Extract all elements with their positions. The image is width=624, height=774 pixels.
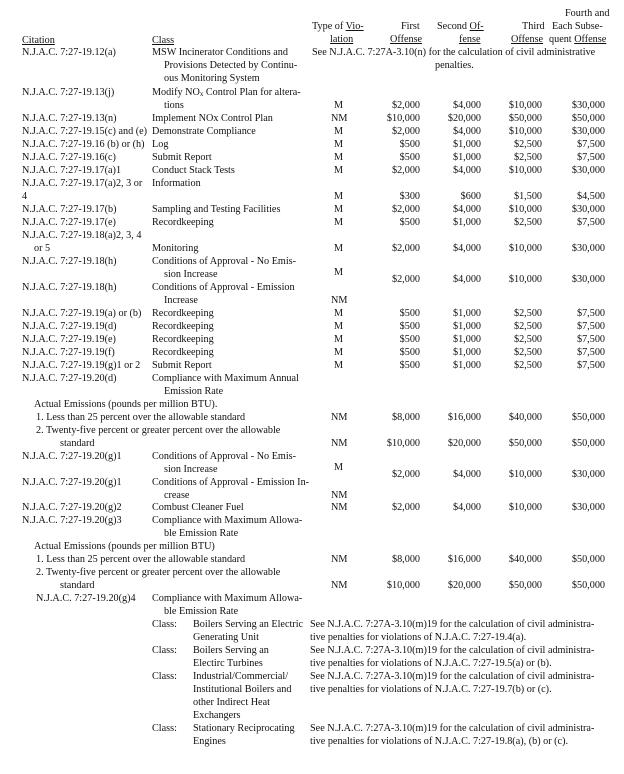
note-line: See N.J.A.C. 7:27A-3.10(m)19 for the calculation of civil administra- (310, 645, 595, 656)
first-offense: $10,000 (386, 580, 420, 591)
first-offense: $10,000 (386, 438, 420, 449)
third-offense: $2,500 (513, 347, 542, 358)
subclass-label: Class: (152, 645, 177, 656)
fourth-offense: $7,500 (576, 360, 605, 371)
header-second-line1: Second Of- (437, 21, 484, 32)
citation: N.J.A.C. 7:27-19.17(b) (22, 204, 117, 215)
fourth-offense: $30,000 (571, 204, 605, 215)
first-offense: $500 (399, 139, 420, 150)
note-line: penalties. (435, 60, 474, 71)
fourth-offense: $50,000 (571, 580, 605, 591)
violation-type: NM (331, 554, 348, 565)
second-offense: $16,000 (447, 412, 481, 423)
first-offense: $300 (399, 191, 420, 202)
fourth-offense: $4,500 (576, 191, 605, 202)
class: Submit Report (152, 360, 212, 371)
class-line: Conditions of Approval - No Emis- (152, 451, 297, 462)
citation: N.J.A.C. 7:27-19.19(g)1 or 2 (22, 360, 141, 371)
class: Conduct Stack Tests (152, 165, 235, 176)
violation-type: NM (331, 295, 348, 306)
first-offense: $2,000 (391, 100, 420, 111)
fourth-offense: $7,500 (576, 139, 605, 150)
class-line: ble Emission Rate (164, 528, 239, 539)
class: Sampling and Testing Facilities (152, 204, 281, 215)
first-offense: $2,000 (391, 469, 420, 480)
class: Implement NOx Control Plan (152, 113, 273, 124)
fourth-offense: $30,000 (571, 274, 605, 285)
item-label: 1. Less than 25 percent over the allowable standard (36, 412, 246, 423)
fourth-offense: $50,000 (571, 412, 605, 423)
class: Recordkeeping (152, 308, 214, 319)
header-type-line1: Type of Vio- (312, 21, 364, 32)
second-offense: $4,000 (452, 502, 481, 513)
subclass-name: Institutional Boilers and (193, 684, 292, 695)
class: Recordkeeping (152, 321, 214, 332)
violation-type: M (334, 126, 344, 137)
violation-type: M (334, 267, 344, 278)
note-line: tive penalties for violations of N.J.A.C. 7:27-19.8(a), (b) or (c). (310, 736, 569, 747)
citation: N.J.A.C. 7:27-19.13(j) (22, 87, 115, 98)
third-offense: $10,000 (508, 204, 542, 215)
subclass-name: Electirc Turbines (193, 658, 263, 669)
fourth-offense: $30,000 (571, 469, 605, 480)
note-line: See N.J.A.C. 7:27A-3.10(m)19 for the calculation of civil administra- (310, 671, 595, 682)
second-offense: $4,000 (452, 469, 481, 480)
header-third-line1: Third (522, 21, 545, 32)
item-label: 2. Twenty-five percent or greater percent over the allowable (36, 425, 281, 436)
citation: N.J.A.C. 7:27-19.19(a) or (b) (22, 308, 142, 319)
citation-line: N.J.A.C. 7:27-19.18(a)2, 3, 4 (22, 230, 142, 241)
subclass-name: Generating Unit (193, 632, 259, 643)
citation: N.J.A.C. 7:27-19.16 (b) or (h) (22, 139, 145, 150)
violation-type: NM (331, 412, 348, 423)
class: Submit Report (152, 152, 212, 163)
second-offense: $4,000 (452, 243, 481, 254)
first-offense: $500 (399, 347, 420, 358)
citation: N.J.A.C. 7:27-19.13(n) (22, 113, 117, 124)
first-offense: $500 (399, 321, 420, 332)
violation-type: NM (331, 580, 348, 591)
class-line: Compliance with Maximum Annual (152, 373, 299, 384)
note-line: See N.J.A.C. 7:27A-3.10(n) for the calculation of civil administrative (312, 47, 596, 58)
violation-type: M (334, 217, 344, 228)
note-line: See N.J.A.C. 7:27A-3.10(m)19 for the calculation of civil administra- (310, 619, 595, 630)
first-offense: $500 (399, 217, 420, 228)
fourth-offense: $7,500 (576, 308, 605, 319)
second-offense: $1,000 (452, 139, 481, 150)
class-line: tions (164, 100, 184, 111)
third-offense: $10,000 (508, 469, 542, 480)
class: Recordkeeping (152, 217, 214, 228)
header-type-line2: lation (330, 34, 354, 45)
fourth-offense: $7,500 (576, 321, 605, 332)
second-offense: $1,000 (452, 347, 481, 358)
header-third-line2: Offense (511, 34, 544, 45)
header-first-line2: Offense (390, 34, 423, 45)
citation: N.J.A.C. 7:27-19.19(f) (22, 347, 115, 358)
subclass-label: Class: (152, 671, 177, 682)
class-line: Increase (164, 295, 198, 306)
citation: N.J.A.C. 7:27-19.17(e) (22, 217, 116, 228)
citation: N.J.A.C. 7:27-19.12(a) (22, 47, 116, 58)
violation-type: M (334, 462, 344, 473)
citation: N.J.A.C. 7:27-19.19(e) (22, 334, 116, 345)
first-offense: $8,000 (391, 412, 420, 423)
subclass-name: Boilers Serving an Electric (193, 619, 304, 630)
class: Monitoring (152, 243, 199, 254)
class-line: crease (164, 490, 190, 501)
class: Recordkeeping (152, 347, 214, 358)
note-line: tive penalties for violations of N.J.A.C. 7:27-19.4(a). (310, 632, 527, 643)
violation-type: NM (331, 438, 348, 449)
second-offense: $4,000 (452, 126, 481, 137)
second-offense: $4,000 (452, 274, 481, 285)
note-line: See N.J.A.C. 7:27A-3.10(m)19 for the calculation of civil administra- (310, 723, 595, 734)
first-offense: $8,000 (391, 554, 420, 565)
subclass-label: Class: (152, 723, 177, 734)
violation-type: M (334, 334, 344, 345)
second-offense: $4,000 (452, 165, 481, 176)
class-line: Conditions of Approval - Emission In- (152, 477, 310, 488)
third-offense: $10,000 (508, 274, 542, 285)
header-fourth-line1: Each Subse- (552, 21, 603, 32)
third-offense: $10,000 (508, 502, 542, 513)
class-line: MSW Incinerator Conditions and (152, 47, 288, 58)
third-offense: $50,000 (508, 438, 542, 449)
second-offense: $4,000 (452, 100, 481, 111)
third-offense: $2,500 (513, 139, 542, 150)
second-offense: $1,000 (452, 308, 481, 319)
subclass-name: Engines (193, 736, 226, 747)
fourth-offense: $7,500 (576, 347, 605, 358)
class-line: Conditions of Approval - Emission (152, 282, 295, 293)
class-line: sion Increase (164, 464, 218, 475)
second-offense: $4,000 (452, 204, 481, 215)
second-offense: $16,000 (447, 554, 481, 565)
class-line: sion Increase (164, 269, 218, 280)
third-offense: $2,500 (513, 334, 542, 345)
third-offense: $10,000 (508, 126, 542, 137)
class-line: Modify $NO_x$ Control Plan for altera- (152, 87, 301, 98)
item-label: standard (60, 580, 95, 591)
citation: N.J.A.C. 7:27-19.18(h) (22, 282, 117, 293)
first-offense: $500 (399, 152, 420, 163)
class-line: Emission Rate (164, 386, 224, 397)
second-offense: $1,000 (452, 334, 481, 345)
violation-type: NM (331, 490, 348, 501)
first-offense: $2,000 (391, 204, 420, 215)
note-line: tive penalties for violations of N.J.A.C. 7:27-19.5(a) or (b). (310, 658, 552, 669)
second-offense: $1,000 (452, 152, 481, 163)
violation-type: M (334, 165, 344, 176)
item-label: 1. Less than 25 percent over the allowable standard (36, 554, 246, 565)
violation-type: M (334, 191, 344, 202)
citation: N.J.A.C. 7:27-19.17(a)1 (22, 165, 122, 176)
third-offense: $10,000 (508, 100, 542, 111)
third-offense: $2,500 (513, 152, 542, 163)
third-offense: $10,000 (508, 243, 542, 254)
fourth-offense: $30,000 (571, 100, 605, 111)
first-offense: $2,000 (391, 126, 420, 137)
citation: N.J.A.C. 7:27-19.20(g)4 (36, 593, 136, 604)
subclass-name: Exchangers (193, 710, 241, 721)
header-citation: Citation (22, 35, 55, 46)
fourth-offense: $50,000 (571, 554, 605, 565)
class-line: Compliance with Maximum Allowa- (152, 515, 303, 526)
third-offense: $1,500 (513, 191, 542, 202)
first-offense: $500 (399, 334, 420, 345)
first-offense: $500 (399, 308, 420, 319)
header-fourth-line0: Fourth and (565, 8, 610, 19)
first-offense: $2,000 (391, 502, 420, 513)
class-line: Provisions Detected by Continu- (164, 60, 298, 71)
fourth-offense: $50,000 (571, 113, 605, 124)
subclass-name: Boilers Serving an (193, 645, 269, 656)
citation-line: N.J.A.C. 7:27-19.17(a)2, 3 or (22, 178, 143, 189)
violation-type: M (334, 100, 344, 111)
violation-type: NM (331, 113, 348, 124)
fourth-offense: $7,500 (576, 217, 605, 228)
third-offense: $2,500 (513, 321, 542, 332)
violation-type: M (334, 347, 344, 358)
second-offense: $1,000 (452, 321, 481, 332)
fourth-offense: $7,500 (576, 152, 605, 163)
subclass-label: Class: (152, 619, 177, 630)
citation: N.J.A.C. 7:27-19.20(g)1 (22, 477, 122, 488)
citation: N.J.A.C. 7:27-19.20(g)2 (22, 502, 122, 513)
violation-type: M (334, 139, 344, 150)
third-offense: $2,500 (513, 308, 542, 319)
header-class: Class (152, 35, 175, 46)
third-offense: $40,000 (508, 554, 542, 565)
fourth-offense: $7,500 (576, 334, 605, 345)
violation-type: M (334, 360, 344, 371)
violation-type: M (334, 152, 344, 163)
third-offense: $2,500 (513, 217, 542, 228)
second-offense: $20,000 (447, 580, 481, 591)
subclass-name: Industrial/Commercial/ (193, 671, 289, 682)
fourth-offense: $30,000 (571, 243, 605, 254)
second-offense: $1,000 (452, 360, 481, 371)
class: Log (152, 139, 169, 150)
second-offense: $20,000 (447, 113, 481, 124)
violation-type: NM (331, 502, 348, 513)
third-offense: $40,000 (508, 412, 542, 423)
class-line: ous Monitoring System (164, 73, 260, 84)
header-first-line1: First (401, 21, 420, 32)
citation: N.J.A.C. 7:27-19.19(d) (22, 321, 117, 332)
class: Combust Cleaner Fuel (152, 502, 244, 513)
citation: N.J.A.C. 7:27-19.20(g)1 (22, 451, 122, 462)
fourth-offense: $30,000 (571, 165, 605, 176)
fourth-offense: $30,000 (571, 502, 605, 513)
header-fourth-line2: quent Offense (549, 34, 607, 45)
violation-type: M (334, 204, 344, 215)
header-second-line2: fense (459, 34, 481, 45)
subheading: Actual Emissions (pounds per million BTU) (34, 541, 215, 552)
first-offense: $10,000 (386, 113, 420, 124)
citation: N.J.A.C. 7:27-19.20(g)3 (22, 515, 122, 526)
third-offense: $50,000 (508, 113, 542, 124)
second-offense: $600 (460, 191, 481, 202)
third-offense: $2,500 (513, 360, 542, 371)
citation: N.J.A.C. 7:27-19.16(c) (22, 152, 116, 163)
third-offense: $10,000 (508, 165, 542, 176)
subheading: Actual Emissions (pounds per million BTU). (34, 399, 218, 410)
violation-type: M (334, 321, 344, 332)
item-label: 2. Twenty-five percent or greater percent over the allowable (36, 567, 281, 578)
fourth-offense: $30,000 (571, 126, 605, 137)
class-line: Compliance with Maximum Allowa- (152, 593, 303, 604)
citation: N.J.A.C. 7:27-19.20(d) (22, 373, 117, 384)
citation: N.J.A.C. 7:27-19.15(c) and (e) (22, 126, 148, 137)
second-offense: $20,000 (447, 438, 481, 449)
first-offense: $2,000 (391, 274, 420, 285)
violation-type: M (334, 243, 344, 254)
first-offense: $500 (399, 360, 420, 371)
class-line: Conditions of Approval - No Emis- (152, 256, 297, 267)
class: Demonstrate Compliance (152, 126, 256, 137)
citation-line: 4 (22, 191, 28, 202)
second-offense: $1,000 (452, 217, 481, 228)
violation-type: M (334, 308, 344, 319)
class: Information (152, 178, 201, 189)
citation: N.J.A.C. 7:27-19.18(h) (22, 256, 117, 267)
class: Recordkeeping (152, 334, 214, 345)
subclass-name: other Indirect Heat (193, 697, 270, 708)
first-offense: $2,000 (391, 165, 420, 176)
citation-line: or 5 (34, 243, 51, 254)
class-line: ble Emission Rate (164, 606, 239, 617)
fourth-offense: $50,000 (571, 438, 605, 449)
subclass-name: Stationary Reciprocating (193, 723, 295, 734)
item-label: standard (60, 438, 95, 449)
first-offense: $2,000 (391, 243, 420, 254)
note-line: tive penalties for violations of N.J.A.C. 7:27-19.7(b) or (c). (310, 684, 552, 695)
third-offense: $50,000 (508, 580, 542, 591)
